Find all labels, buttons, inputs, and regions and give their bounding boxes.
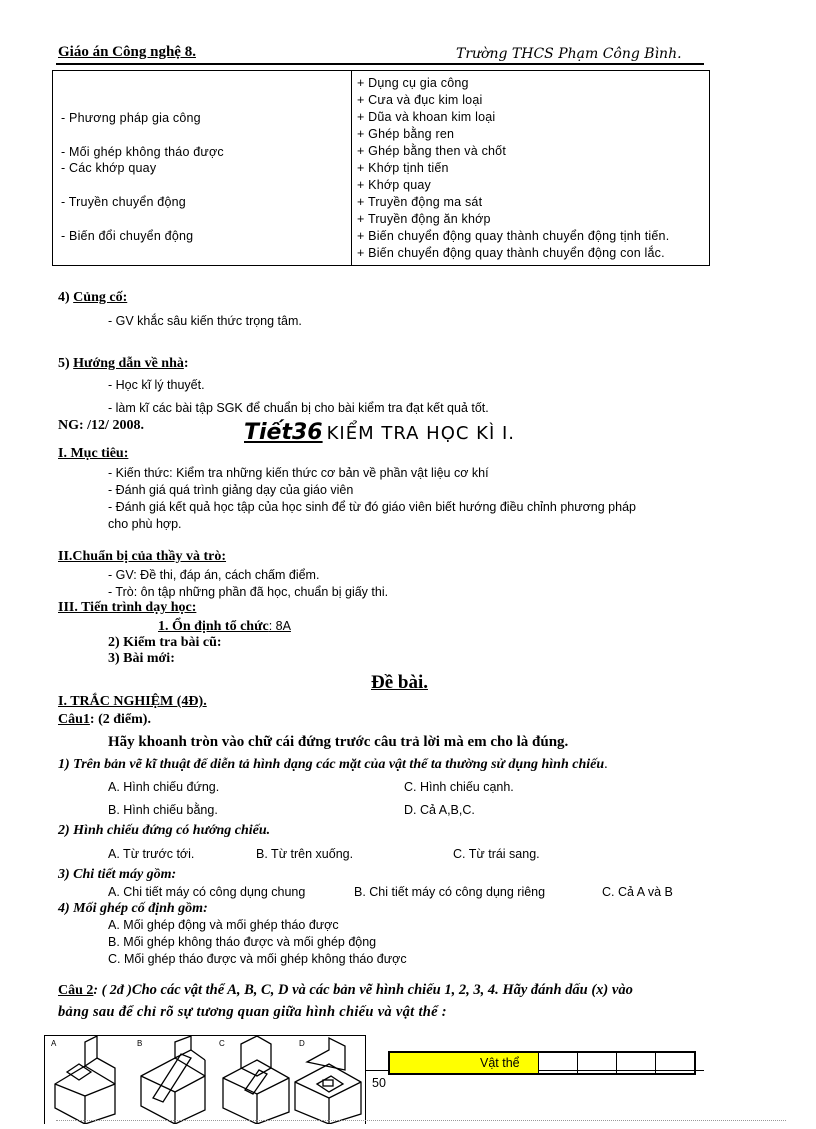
object-a-shape	[55, 1036, 115, 1124]
figure-label-a: A	[51, 1039, 57, 1048]
cau2-line2: bảng sau để chỉ rõ sự tương quan giữa hình chiếu và vật thể :	[58, 1004, 447, 1020]
table-left-row: - Các khớp quay	[61, 161, 157, 175]
q3-option-a: A. Chi tiết máy có công dụng chung	[108, 885, 306, 899]
table-left-row: - Mối ghép không tháo được	[61, 145, 224, 159]
table-left-row: - Phương pháp gia công	[61, 111, 201, 125]
part2-line: - Trò: ôn tập những phần đã học, chuẩn bị giấy thi.	[108, 585, 389, 599]
table-right-row: + Truyền động ma sát	[357, 195, 483, 209]
q2-text: 2) Hình chiếu đứng có hướng chiếu.	[58, 823, 271, 838]
summary-table	[52, 70, 710, 266]
part2-line: - GV: Đề thi, đáp án, cách chấm điểm.	[108, 568, 320, 582]
answer-table-cell	[616, 1053, 655, 1073]
object-b-shape	[141, 1036, 205, 1124]
part1-line: - Đánh giá quá trình giảng dạy của giáo viên	[108, 483, 354, 497]
table-right-row: + Truyền động ăn khớp	[357, 212, 491, 226]
figure-label-d: D	[299, 1039, 305, 1048]
q4-option-a: A. Mối ghép động và mối ghép tháo được	[108, 918, 339, 932]
cau1-heading	[58, 712, 151, 728]
figure-label-b: B	[137, 1039, 143, 1048]
q4-text: 4) Mối ghép cố định gồm:	[58, 901, 208, 916]
answer-table-cell	[538, 1053, 577, 1073]
part3-step1	[158, 617, 291, 635]
section4-heading	[58, 290, 127, 306]
q1-stem: 1) Trên bản vẽ kĩ thuật để diễn tả hình dạng các mặt của vật thể ta thường sử dụng hình chiếu	[58, 757, 605, 772]
q3-option-b: B. Chi tiết máy có công dụng riêng	[354, 885, 546, 899]
table-right-row: + Cưa và đục kim loại	[357, 93, 483, 107]
part2-title: II.Chuẩn bị của thầy và trò:	[58, 549, 227, 564]
lesson-number: Tiết36	[244, 420, 323, 445]
q3-text: 3) Chi tiết máy gồm:	[58, 867, 177, 882]
q4-option-c: C. Mối ghép tháo được và mối ghép không tháo được	[108, 952, 407, 966]
cau2-points: : ( 2đ )	[93, 983, 132, 998]
header-right: Trường THCS Phạm Công Bình.	[456, 46, 682, 62]
table-divider	[351, 71, 352, 265]
section5-line: - Học kĩ lý thuyết.	[108, 378, 205, 392]
step1-value: : 8A	[268, 619, 291, 633]
header-rule	[56, 63, 704, 65]
date-line: NG: /12/ 2008.	[58, 418, 144, 433]
section4-title: Củng cố:	[73, 290, 128, 305]
isometric-objects-drawing	[45, 1036, 365, 1124]
part1-line: cho phù hợp.	[108, 517, 182, 531]
section5-line: - làm kĩ các bài tập SGK để chuẩn bị cho bài kiểm tra đạt kết quả tốt.	[108, 401, 489, 415]
table-left-row: - Biến đổi chuyển động	[61, 229, 194, 243]
table-right-row: + Khớp tịnh tiến	[357, 161, 449, 175]
section5-colon: :	[183, 356, 189, 371]
cau1-instruction: Hãy khoanh tròn vào chữ cái đứng trước câu trả lời mà em cho là đúng.	[108, 734, 569, 750]
part3-title: III. Tiến trình dạy học:	[58, 600, 197, 615]
answer-table	[388, 1051, 696, 1075]
part1-line: - Kiến thức: Kiểm tra những kiến thức cơ bản về phần vật liệu cơ khí	[108, 466, 489, 480]
cau1-points: : (2 điểm).	[89, 712, 151, 727]
objects-figure	[44, 1035, 366, 1124]
answer-table-header: Vật thể	[480, 1056, 520, 1070]
answer-table-cell	[577, 1053, 616, 1073]
q1-text	[58, 757, 608, 773]
figure-label-c: C	[219, 1039, 225, 1048]
table-right-row: + Khớp quay	[357, 178, 431, 192]
header-left: Giáo án Công nghệ 8.	[58, 44, 196, 60]
section4-num: 4)	[58, 290, 70, 305]
q4-option-b: B. Mối ghép không tháo được và mối ghép động	[108, 935, 377, 949]
section5-num: 5)	[58, 356, 70, 371]
footer-rule	[56, 1120, 786, 1121]
table-right-row: + Biến chuyển động quay thành chuyển động con lắc.	[357, 246, 665, 260]
exam-heading: Đề bài.	[371, 672, 428, 693]
part1-line: - Đánh giá kết quả học tập của học sinh để từ đó giáo viên biết hướng điều chỉnh phương pháp	[108, 500, 636, 514]
q1-option-a: A. Hình chiếu đứng.	[108, 780, 220, 794]
section5-heading	[58, 356, 189, 372]
section4-line: - GV khắc sâu kiến thức trọng tâm.	[108, 314, 302, 328]
multiple-choice-heading: I. TRẮC NGHIỆM (4Đ).	[58, 694, 207, 709]
cau1-label: Câu1	[58, 712, 90, 727]
q1-option-c: C. Hình chiếu cạnh.	[404, 780, 514, 794]
table-right-row: + Dụng cụ gia công	[357, 76, 469, 90]
step1-label: 1. Ổn định tổ chức	[158, 619, 269, 634]
part1-title: I. Mục tiêu:	[58, 446, 129, 461]
table-left-row: - Truyền chuyển động	[61, 195, 186, 209]
cau2-label: Câu 2	[58, 983, 94, 998]
lesson-title	[244, 420, 515, 445]
object-d-shape	[295, 1038, 361, 1124]
q2-option-b: B. Từ trên xuống.	[256, 847, 354, 861]
object-c-shape	[223, 1036, 289, 1124]
q1-option-d: D. Cả A,B,C.	[404, 803, 475, 817]
page-number: 50	[372, 1076, 386, 1090]
q3-option-c: C. Cả A và B	[602, 885, 673, 899]
answer-table-cell	[655, 1053, 694, 1073]
cau2-line1	[58, 982, 633, 999]
table-right-row: + Ghép bằng then và chốt	[357, 144, 507, 158]
table-right-row: + Biến chuyển động quay thành chuyển động tịnh tiến.	[357, 229, 670, 243]
part3-step3: 3) Bài mới:	[108, 651, 175, 666]
table-right-row: + Dũa và khoan kim loại	[357, 110, 496, 124]
part3-step2: 2) Kiểm tra bài cũ:	[108, 635, 222, 650]
cau2-text1: Cho các vật thể A, B, C, D và các bản vẽ hình chiếu 1, 2, 3, 4. Hãy đánh dấu (x) vào	[131, 982, 633, 998]
section5-title: Hướng dẫn về nhà	[73, 356, 184, 371]
q1-option-b: B. Hình chiếu bằng.	[108, 803, 218, 817]
answer-table-header-cell	[390, 1053, 538, 1073]
q1-end: .	[604, 757, 608, 772]
table-right-row: + Ghép bằng ren	[357, 127, 455, 141]
lesson-name: KIỂM TRA HỌC KÌ I.	[326, 423, 516, 444]
q2-option-c: C. Từ trái sang.	[453, 847, 540, 861]
q2-option-a: A. Từ trước tới.	[108, 847, 195, 861]
